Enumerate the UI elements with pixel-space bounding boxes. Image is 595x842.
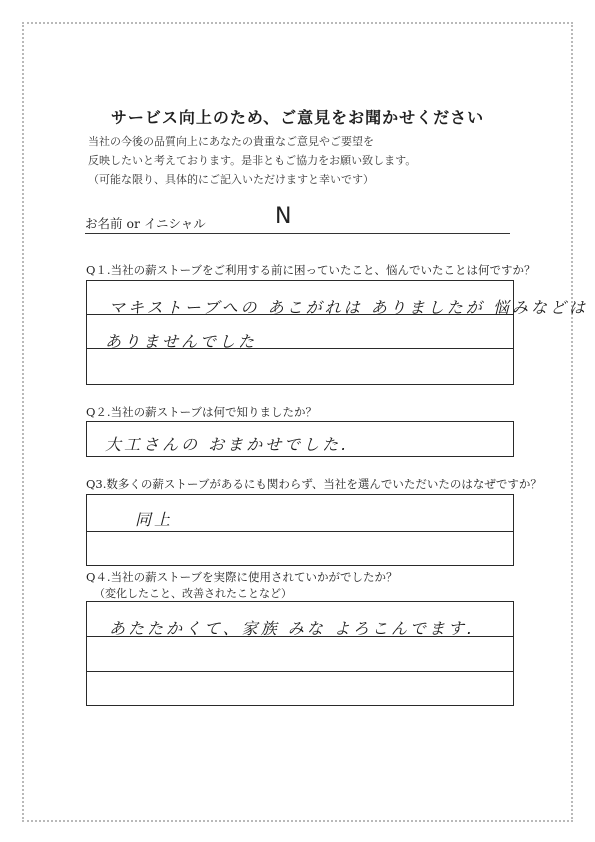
survey-title: サービス向上のため、ご意見をお聞かせください <box>110 108 485 127</box>
intro-line-1: 当社の今後の品質向上にあなたの貴重なご意見やご要望を <box>88 135 374 148</box>
question-2-label: Q２.当社の薪ストーブは何で知りましたか？ <box>86 405 318 419</box>
question-3-label: Q3.数多くの薪ストーブがあるにも関わらず、当社を選んでいただいたのはなぜですか？ <box>86 477 542 491</box>
question-1-answer-line-1: マキストーブへの あこがれは ありましたが 悩みなどは <box>109 298 588 317</box>
question-3-answer-box[interactable] <box>86 494 514 566</box>
ruled-line <box>87 531 513 532</box>
question-4-label: Q４.当社の薪ストーブを実際に使用されていかがでしたか？ <box>86 570 398 584</box>
intro-line-3: （可能な限り、具体的にご記入いただけますと幸いです） <box>88 173 374 186</box>
name-row <box>85 206 515 234</box>
question-2-answer-line-1: 大工さんの おまかせでした. <box>105 435 350 454</box>
intro-text <box>88 132 528 189</box>
question-1-label: Q１.当社の薪ストーブをご利用する前に困っていたこと、悩んでいたことは何ですか？ <box>86 263 536 277</box>
question-1-answer-line-2: ありませんでした <box>105 332 258 351</box>
question-4-answer-line-1: あたたかくて、家族 みな よろこんでます. <box>109 619 475 638</box>
name-label: お名前 or イニシャル <box>85 216 206 231</box>
question-4-answer-box[interactable] <box>86 601 514 706</box>
ruled-line <box>87 671 513 672</box>
question-4-sublabel: （変化したこと、改善されたことなど） <box>94 587 292 600</box>
intro-line-2: 反映したいと考えております。是非ともご協力をお願い致します。 <box>88 154 417 167</box>
question-2-answer-box[interactable] <box>86 421 514 457</box>
question-1-answer-box[interactable] <box>86 280 588 385</box>
question-3-answer-line-1: 同上 <box>135 510 174 529</box>
name-underline <box>85 233 510 234</box>
name-value[interactable]: N <box>275 204 292 229</box>
